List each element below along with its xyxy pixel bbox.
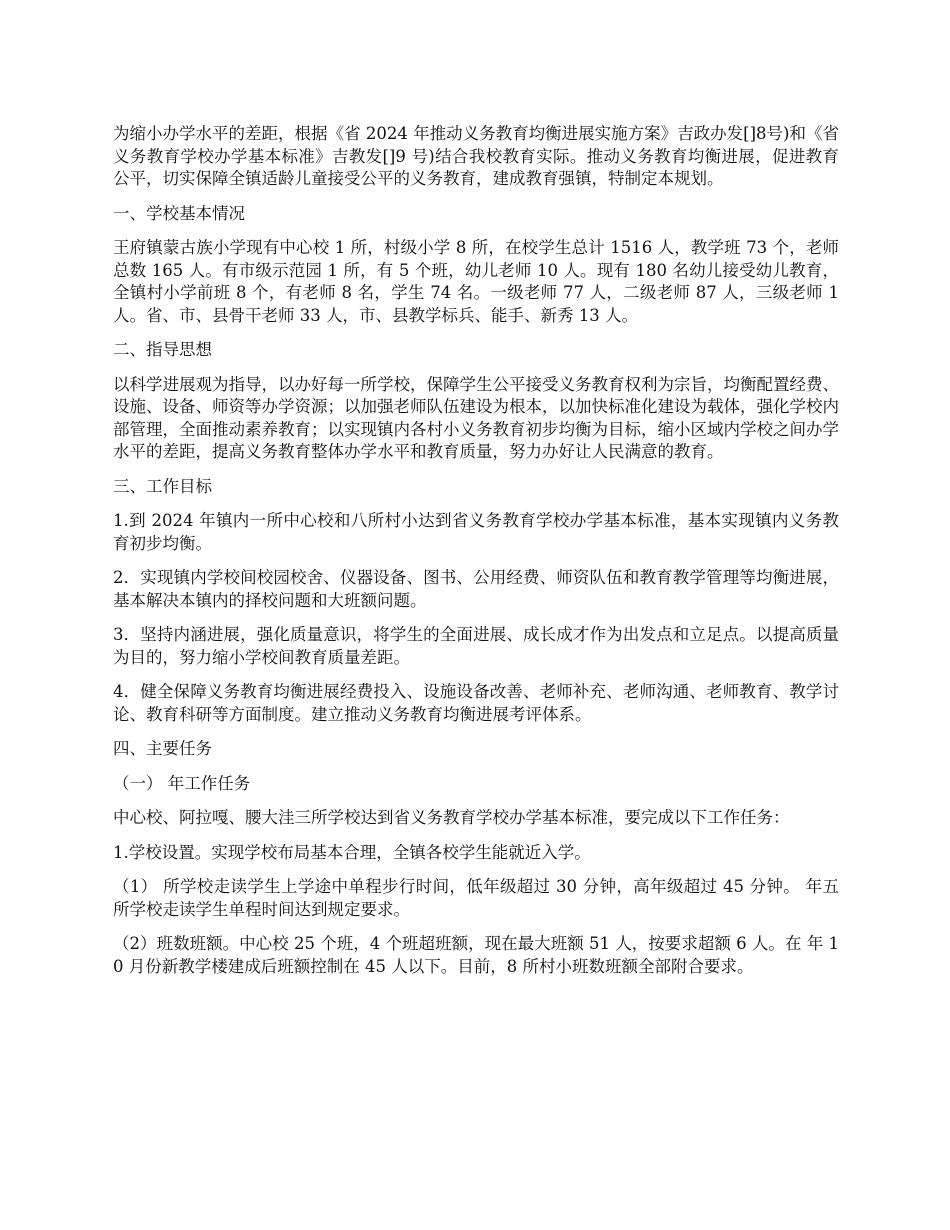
basic-info-paragraph: 王府镇蒙古族小学现有中心校 1 所，村级小学 8 所，在校学生总计 1516 人，教学班 73 个，老师总数 165 人。有市级示范园 1 所，有 5 个班，幼儿老师 10 人。现有 180 名幼儿接受幼儿教育，全镇村小学前班 8 个，有老师 8 名，学生 74 名。一级老师 77 人，二级老师 87 人，三级老师 1 人。省、市、县骨干老师 33 人，市、县教学标兵、能手、新秀 13 人。 xyxy=(113,238,845,325)
task-subitem-2: （2）班数班额。中心校 25 个班，4 个班超班额，现在最大班额 51 人，按要求超额 6 人。在 年 10 月份新教学楼建成后班额控制在 45 人以下。目前，8 所村小班数班额全部附合要求。 xyxy=(113,934,839,976)
annual-tasks-paragraph: 中心校、阿拉嘎、腰大洼三所学校达到省义务教育学校办学基本标准，要完成以下工作任务： xyxy=(113,808,790,827)
document-page xyxy=(113,123,845,990)
section-heading-main-tasks: 四、主要任务 xyxy=(113,739,212,758)
section-heading-guiding-thought: 二、指导思想 xyxy=(113,340,212,359)
intro-paragraph: 为缩小办学水平的差距，根据《省 2024 年推动义务教育均衡进展实施方案》吉政办发[]8号)和《省义务教育学校办学基本标准》吉教发[]9 号)结合我校教育实际。推动义务教育均衡进展，促进教育公平，切实保障全镇适龄儿童接受公平的义务教育，建成教育强镇，特制定本规划。 xyxy=(113,124,839,188)
guiding-thought-paragraph: 以科学进展观为指导，以办好每一所学校，保障学生公平接受义务教育权利为宗旨，均衡配置经费、设施、设备、师资等办学资源；以加强老师队伍建设为根本，以加快标准化建设为载体，强化学校内部管理，全面推动素养教育；以实现镇内各村小义务教育初步均衡为目标，缩小区域内学校之间办学水平的差距，提高义务教育整体办学水平和教育质量，努力办好让人民满意的教育。 xyxy=(113,374,839,461)
goal-item-2: 2．实现镇内学校间校园校舍、仪器设备、图书、公用经费、师资队伍和教育教学管理等均衡进展，基本解决本镇内的择校问题和大班额问题。 xyxy=(113,568,839,610)
task-item-school-setup: 1.学校设置。实现学校布局基本合理，全镇各校学生能就近入学。 xyxy=(113,842,591,862)
goal-item-3: 3．坚持内涵进展，强化质量意识，将学生的全面进展、成长成才作为出发点和立足点。以提高质量为目的，努力缩小学校间教育质量差距。 xyxy=(113,625,839,667)
section-heading-work-goals: 三、工作目标 xyxy=(113,476,212,496)
goal-item-1: 1.到 2024 年镇内一所中心校和八所村小达到省义务教育学校办学基本标准，基本实现镇内义务教育初步均衡。 xyxy=(113,511,839,553)
subsection-heading-annual-tasks: （一） 年工作任务 xyxy=(113,773,251,793)
section-heading-basic-info: 一、学校基本情况 xyxy=(113,203,245,223)
goal-item-4: 4．健全保障义务教育均衡进展经费投入、设施设备改善、老师补充、老师沟通、老师教育、教学讨论、教育科研等方面制度。建立推动义务教育均衡进展考评体系。 xyxy=(113,682,839,724)
task-subitem-1: （1） 所学校走读学生上学途中单程步行时间，低年级超过 30 分钟，高年级超过 45 分钟。 年五所学校走读学生单程时间达到规定要求。 xyxy=(113,877,839,919)
